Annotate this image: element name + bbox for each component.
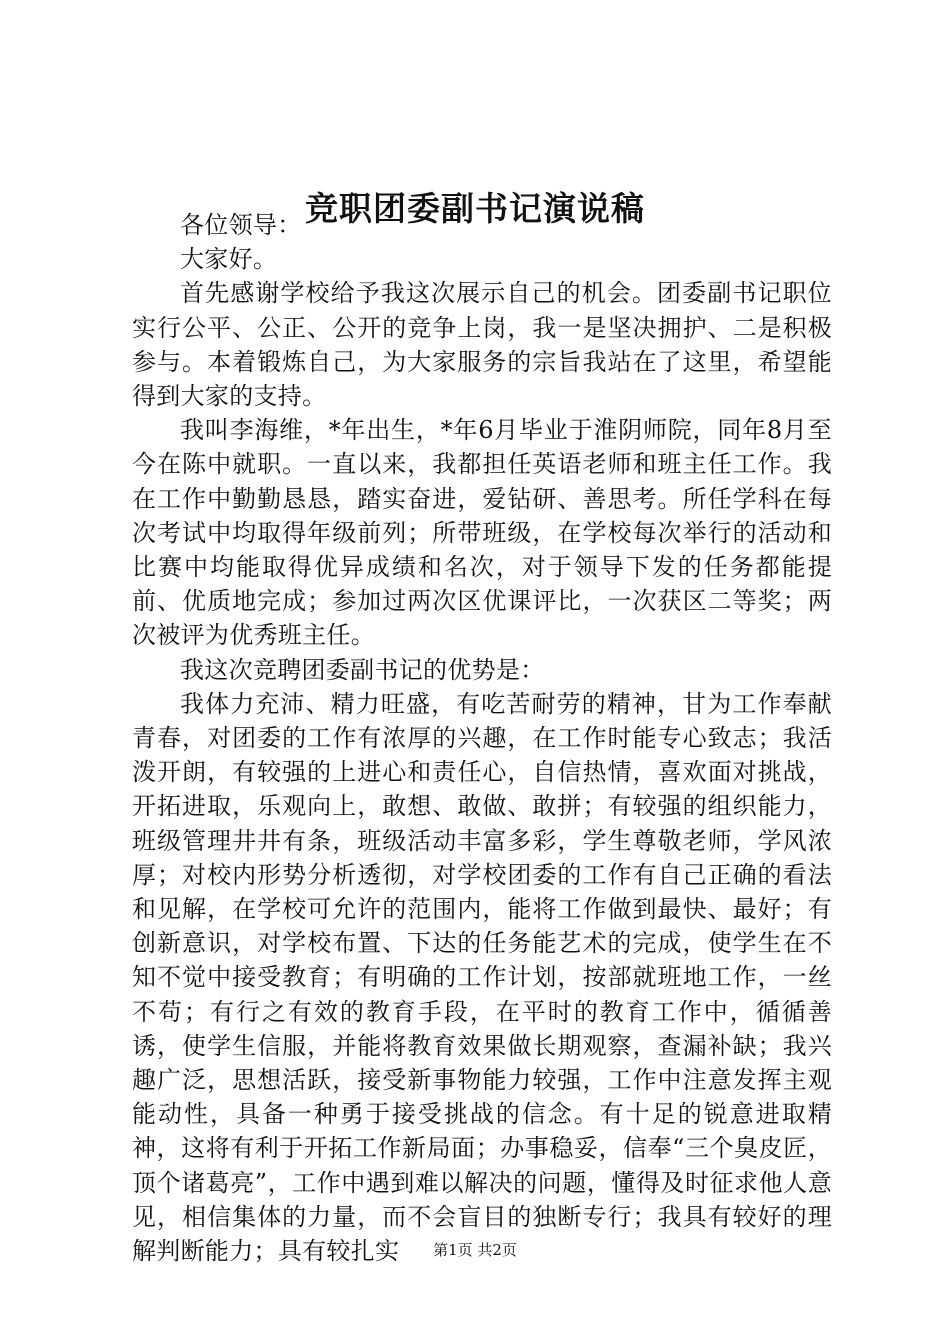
document-body [132, 208, 832, 1268]
paragraph-intro: 首先感谢学校给予我这次展示自己的机会。团委副书记职位实行公平、公正、公开的竞争上岗，我一是坚决拥护、二是积极参与。本着锻炼自己，为大家服务的宗旨我站在了这里，希望能得到大家的支持。 [132, 279, 832, 411]
page-number: 第1页 共2页 [433, 1241, 517, 1259]
greeting: 大家好。 [180, 245, 278, 274]
paragraph-advantages: 我体力充沛、精力旺盛，有吃苦耐劳的精神，甘为工作奉献青春，对团委的工作有浓厚的兴趣，在工作时能专心致志；我活泼开朗，有较强的上进心和责任心，自信热情，喜欢面对挑战，开拓进取，乐观向上，敢想、敢做、敢拼；有较强的组织能力，班级管理井井有条，班级活动丰富多彩，学生尊敬老师，学风浓厚；对校内形势分析透彻，对学校团委的工作有自己正确的看法和见解，在学校可允许的范围内，能将工作做到最快、最好；有创新意识，对学校布置、下达的任务能艺术的完成，使学生在不知不觉中接受教育；有明确的工作计划，按部就班地工作，一丝不苟；有行之有效的教育手段，在平时的教育工作中，循循善诱，使学生信服，并能将教育效果做长期观察，查漏补缺；我兴趣广泛，思想活跃，接受新事物能力较强，工作中注意发挥主观能动性，具备一种勇于接受挑战的信念。有十足的锐意进取精神，这将有利于开拓工作新局面；办事稳妥，信奉“三个臭皮匠，顶个诸葛亮”，工作中遇到难以解决的问题，懂得及时征求他人意见，相信集体的力量，而不会盲目的独断专行；我具有较好的理解判断能力；具有较扎实 [132, 689, 832, 1266]
paragraph-background: 我叫李海维，*年出生，*年6月毕业于淮阴师院，同年8月至今在陈中就职。一直以来，我都担任英语老师和班主任工作。我在工作中勤勤恳恳，踏实奋进，爱钻研、善思考。所任学科在每次考试中均取得年级前列；所带班级，在学校每次举行的活动和比赛中均能取得优异成绩和名次，对于领导下发的任务都能提前、优质地完成；参加过两次区优课评比，一次获区二等奖；两次被评为优秀班主任。 [132, 416, 832, 650]
salutation: 各位领导： [180, 211, 302, 239]
document-title: 竞职团委副书记演说稿 [305, 189, 645, 228]
paragraph-advantages-heading: 我这次竞聘团委副书记的优势是： [180, 655, 545, 684]
